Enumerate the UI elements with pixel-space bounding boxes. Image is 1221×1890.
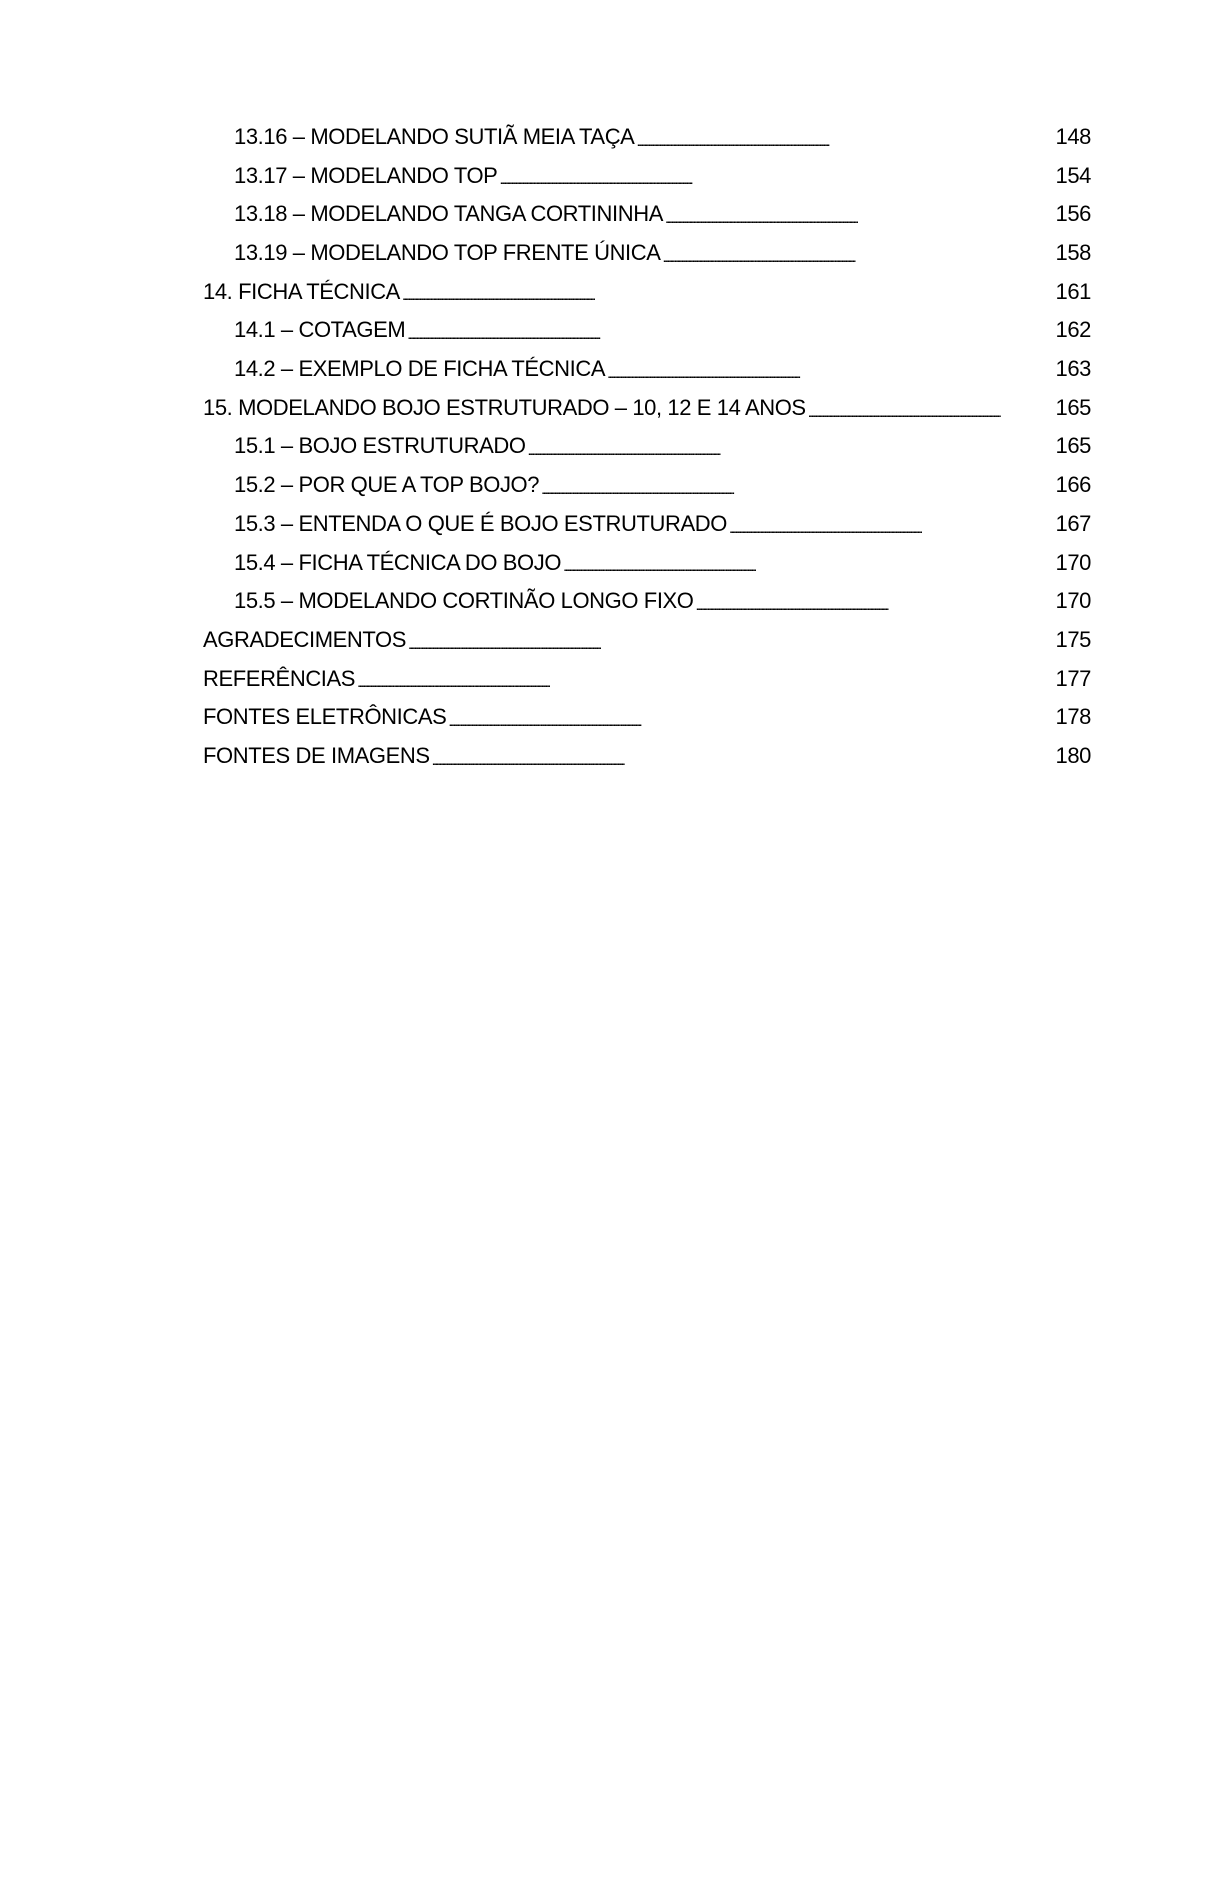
toc-dot-leader <box>528 428 1052 467</box>
toc-dot-leader <box>696 582 1052 621</box>
toc-dot-leader <box>408 621 1051 660</box>
toc-entry-title: 13.16 – MODELANDO SUTIÃ MEIA TAÇA <box>234 123 635 149</box>
toc-dot-leader <box>357 660 1051 699</box>
toc-entry-page: 165 <box>1055 433 1091 459</box>
toc-entry[interactable] <box>203 234 1091 273</box>
toc-entry-title: 15.2 – POR QUE A TOP BOJO? <box>234 472 540 498</box>
toc-entry-title: 15.3 – ENTENDA O QUE É BOJO ESTRUTURADO <box>234 510 727 536</box>
toc-entry[interactable] <box>203 273 1091 312</box>
toc-entry-page: 154 <box>1055 162 1091 188</box>
toc-entry-title: 15.1 – BOJO ESTRUTURADO <box>234 433 526 459</box>
toc-entry-page: 170 <box>1055 588 1091 614</box>
toc-dot-leader <box>448 698 1051 737</box>
toc-entry[interactable] <box>203 157 1091 196</box>
toc-entry-title: 14.1 – COTAGEM <box>234 317 406 343</box>
toc-entry-page: 162 <box>1055 317 1091 343</box>
toc-entry-title: 14. FICHA TÉCNICA <box>203 278 400 304</box>
toc-dot-leader <box>808 389 1052 428</box>
toc-entry-title: 15.5 – MODELANDO CORTINÃO LONGO FIXO <box>234 588 694 614</box>
toc-dot-leader <box>432 737 1052 776</box>
toc-entry-page: 161 <box>1055 278 1091 304</box>
toc-entry-page: 163 <box>1055 356 1091 382</box>
toc-dot-leader <box>563 544 1051 583</box>
toc-dot-leader <box>663 234 1052 273</box>
toc-entry-page: 177 <box>1055 665 1091 691</box>
toc-dot-leader <box>665 195 1052 234</box>
toc-entry-page: 156 <box>1055 201 1091 227</box>
toc-dot-leader <box>541 466 1051 505</box>
toc-entry[interactable] <box>203 698 1091 737</box>
table-of-contents <box>203 118 1091 776</box>
toc-entry[interactable] <box>203 544 1091 583</box>
toc-entry-title: 13.19 – MODELANDO TOP FRENTE ÚNICA <box>234 240 661 266</box>
toc-entry-title: AGRADECIMENTOS <box>203 626 407 652</box>
toc-entry[interactable] <box>203 737 1091 776</box>
toc-entry[interactable] <box>203 466 1091 505</box>
toc-entry-page: 175 <box>1055 626 1091 652</box>
toc-dot-leader <box>402 273 1052 312</box>
toc-dot-leader <box>499 157 1051 196</box>
toc-entry-title: 13.17 – MODELANDO TOP <box>234 162 498 188</box>
toc-entry-title: 15. MODELANDO BOJO ESTRUTURADO – 10, 12 E 14 ANOS <box>203 394 806 420</box>
toc-entry[interactable] <box>203 582 1091 621</box>
toc-entry[interactable] <box>203 621 1091 660</box>
toc-entry-page: 180 <box>1055 742 1091 768</box>
toc-dot-leader <box>729 505 1052 544</box>
toc-dot-leader <box>407 311 1051 350</box>
toc-dot-leader <box>607 350 1051 389</box>
toc-entry-title: 13.18 – MODELANDO TANGA CORTININHA <box>234 201 663 227</box>
toc-entry-page: 167 <box>1055 510 1091 536</box>
toc-entry[interactable] <box>203 350 1091 389</box>
toc-entry[interactable] <box>203 118 1091 157</box>
toc-entry[interactable] <box>203 389 1091 428</box>
toc-entry-page: 148 <box>1055 123 1091 149</box>
toc-entry-page: 166 <box>1055 472 1091 498</box>
toc-entry-page: 178 <box>1055 704 1091 730</box>
toc-entry[interactable] <box>203 505 1091 544</box>
toc-dot-leader <box>636 118 1051 157</box>
toc-entry-title: 15.4 – FICHA TÉCNICA DO BOJO <box>234 549 562 575</box>
toc-entry-page: 165 <box>1055 394 1091 420</box>
toc-entry-title: FONTES DE IMAGENS <box>203 742 430 768</box>
toc-entry[interactable] <box>203 660 1091 699</box>
toc-entry[interactable] <box>203 311 1091 350</box>
toc-entry-page: 158 <box>1055 240 1091 266</box>
toc-entry-title: 14.2 – EXEMPLO DE FICHA TÉCNICA <box>234 356 606 382</box>
toc-entry-page: 170 <box>1055 549 1091 575</box>
toc-entry[interactable] <box>203 428 1091 467</box>
toc-entry-title: FONTES ELETRÔNICAS <box>203 704 447 730</box>
toc-entry[interactable] <box>203 195 1091 234</box>
toc-entry-title: REFERÊNCIAS <box>203 665 356 691</box>
